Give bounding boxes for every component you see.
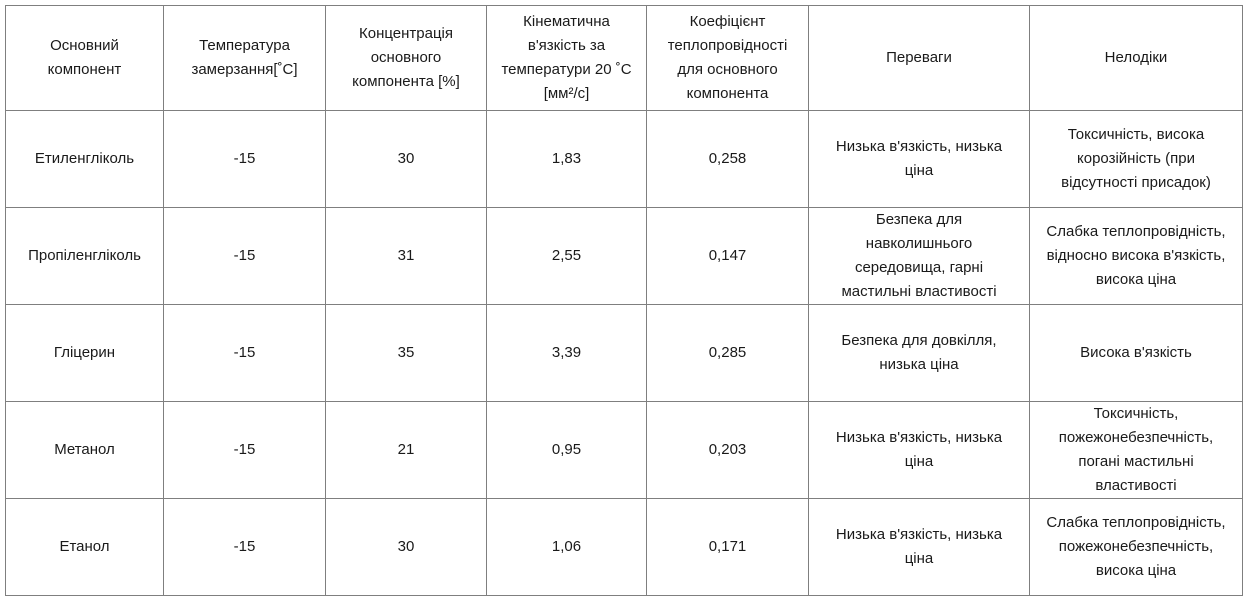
coolant-comparison-table <box>5 5 1243 596</box>
table-row <box>6 499 1243 596</box>
cell-disadvantages: Слабка теплопровідність, відносно висока в'язкість, висока ціна <box>1030 208 1243 305</box>
table-row <box>6 111 1243 208</box>
table-row <box>6 402 1243 499</box>
cell-disadvantages: Слабка теплопровідність, пожежонебезпечність, висока ціна <box>1030 499 1243 596</box>
cell-component: Етиленгліколь <box>6 111 164 208</box>
cell-advantages: Безпека для навколишнього середовища, гарні мастильні властивості <box>809 208 1030 305</box>
cell-conductivity: 0,258 <box>647 111 809 208</box>
header-freezing-temp: Температура замерзання[˚C] <box>164 6 326 111</box>
cell-freezing: -15 <box>164 402 326 499</box>
header-disadvantages: Нелодіки <box>1030 6 1243 111</box>
header-conductivity: Коефіцієнт теплопровідності для основного компонента <box>647 6 809 111</box>
cell-disadvantages: Токсичність, пожежонебезпечність, погані мастильні властивості <box>1030 402 1243 499</box>
cell-viscosity: 1,06 <box>487 499 647 596</box>
cell-component: Гліцерин <box>6 305 164 402</box>
header-concentration: Концентрація основного компонента [%] <box>326 6 487 111</box>
cell-freezing: -15 <box>164 208 326 305</box>
cell-freezing: -15 <box>164 111 326 208</box>
cell-disadvantages: Токсичність, висока корозійність (при відсутності присадок) <box>1030 111 1243 208</box>
cell-component: Пропіленгліколь <box>6 208 164 305</box>
cell-concentration: 21 <box>326 402 487 499</box>
cell-advantages: Низька в'язкість, низька ціна <box>809 111 1030 208</box>
table-header <box>6 6 1243 111</box>
cell-conductivity: 0,203 <box>647 402 809 499</box>
cell-concentration: 35 <box>326 305 487 402</box>
cell-concentration: 30 <box>326 499 487 596</box>
cell-advantages: Низька в'язкість, низька ціна <box>809 499 1030 596</box>
header-row <box>6 6 1243 111</box>
cell-viscosity: 2,55 <box>487 208 647 305</box>
cell-viscosity: 3,39 <box>487 305 647 402</box>
header-viscosity: Кінематична в'язкість за температури 20 ˚C [мм²/с] <box>487 6 647 111</box>
header-advantages: Переваги <box>809 6 1030 111</box>
cell-conductivity: 0,285 <box>647 305 809 402</box>
cell-viscosity: 0,95 <box>487 402 647 499</box>
cell-advantages: Безпека для довкілля, низька ціна <box>809 305 1030 402</box>
cell-conductivity: 0,171 <box>647 499 809 596</box>
cell-freezing: -15 <box>164 305 326 402</box>
cell-freezing: -15 <box>164 499 326 596</box>
table-row <box>6 208 1243 305</box>
cell-disadvantages: Висока в'язкість <box>1030 305 1243 402</box>
table-row <box>6 305 1243 402</box>
cell-concentration: 31 <box>326 208 487 305</box>
header-component: Основний компонент <box>6 6 164 111</box>
cell-component: Метанол <box>6 402 164 499</box>
table-body <box>6 111 1243 596</box>
cell-viscosity: 1,83 <box>487 111 647 208</box>
cell-component: Етанол <box>6 499 164 596</box>
cell-conductivity: 0,147 <box>647 208 809 305</box>
cell-advantages: Низька в'язкість, низька ціна <box>809 402 1030 499</box>
cell-concentration: 30 <box>326 111 487 208</box>
